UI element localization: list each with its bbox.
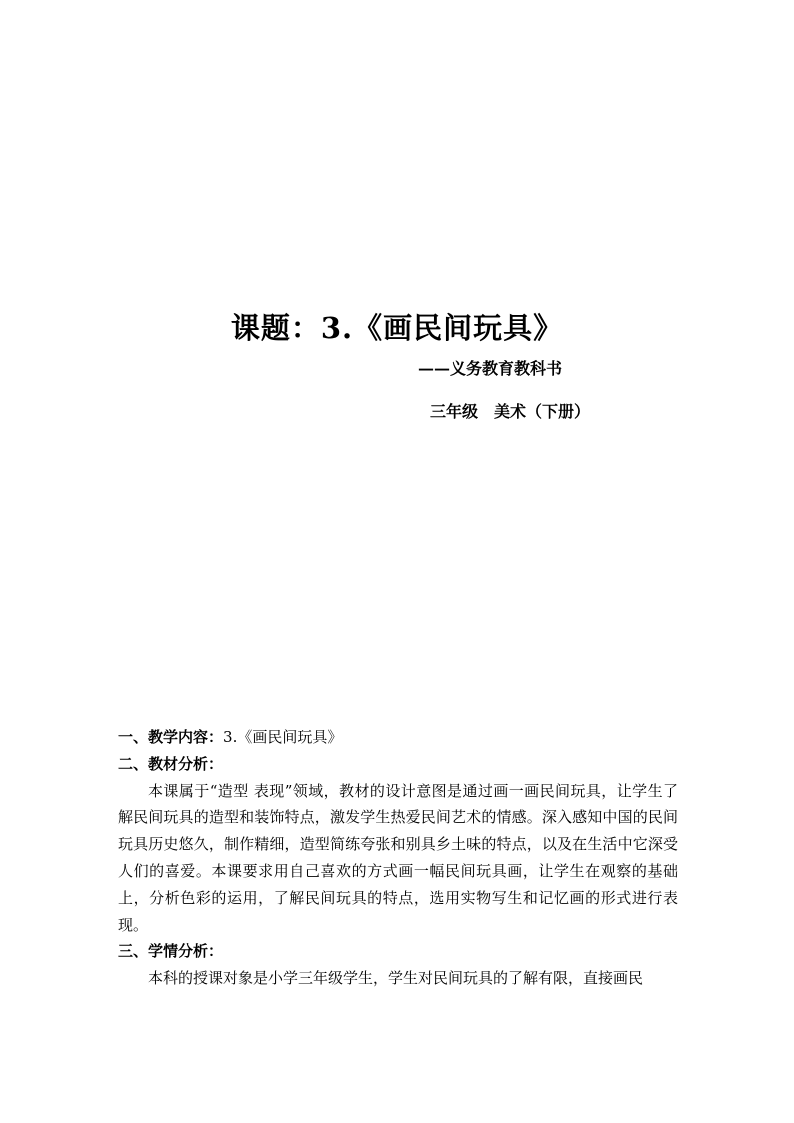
section-number: 一、: [118, 728, 149, 746]
section-heading-student-analysis: [118, 938, 678, 965]
grade-subject: 三年级 美术（下册）: [430, 402, 591, 421]
section-number: 三、: [118, 942, 149, 961]
section-heading-content: [118, 724, 678, 751]
lesson-body: [118, 724, 678, 992]
section-label: 学情分析：: [148, 942, 224, 961]
student-analysis-paragraph: 本科的授课对象是小学三年级学生，学生对民间玩具的了解有限，直接画民: [148, 969, 644, 988]
section-number: 二、: [118, 754, 149, 773]
lesson-title: 课题：3.《画民间玩具》: [230, 311, 564, 345]
section-inline-text: 3.《画民间玩具》: [223, 728, 343, 746]
textbook-analysis-paragraph: 本课属于“造型 表现”领域，教材的设计意图是通过画一画民间玩具，让学生了解民间玩具的造型和装饰特点，激发学生热爱民间艺术的情感。深入感知中国的民间玩具历史悠久，制作精细，造型简练夸张和别具乡土味的特点，以及在生活中它深受人们的喜爱。本课要求用自己喜欢的方式画一幅民间玩具画，让学生在观察的基础上，分析色彩的运用，了解民间玩具的特点，选用实物写生和记忆画的形式进行表现。: [118, 781, 678, 934]
section-label: 教学内容：: [148, 728, 224, 746]
section-heading-textbook-analysis: [118, 751, 678, 778]
section-label: 教材分析：: [148, 754, 224, 773]
textbook-series: ——义务教育教科书: [418, 359, 563, 378]
